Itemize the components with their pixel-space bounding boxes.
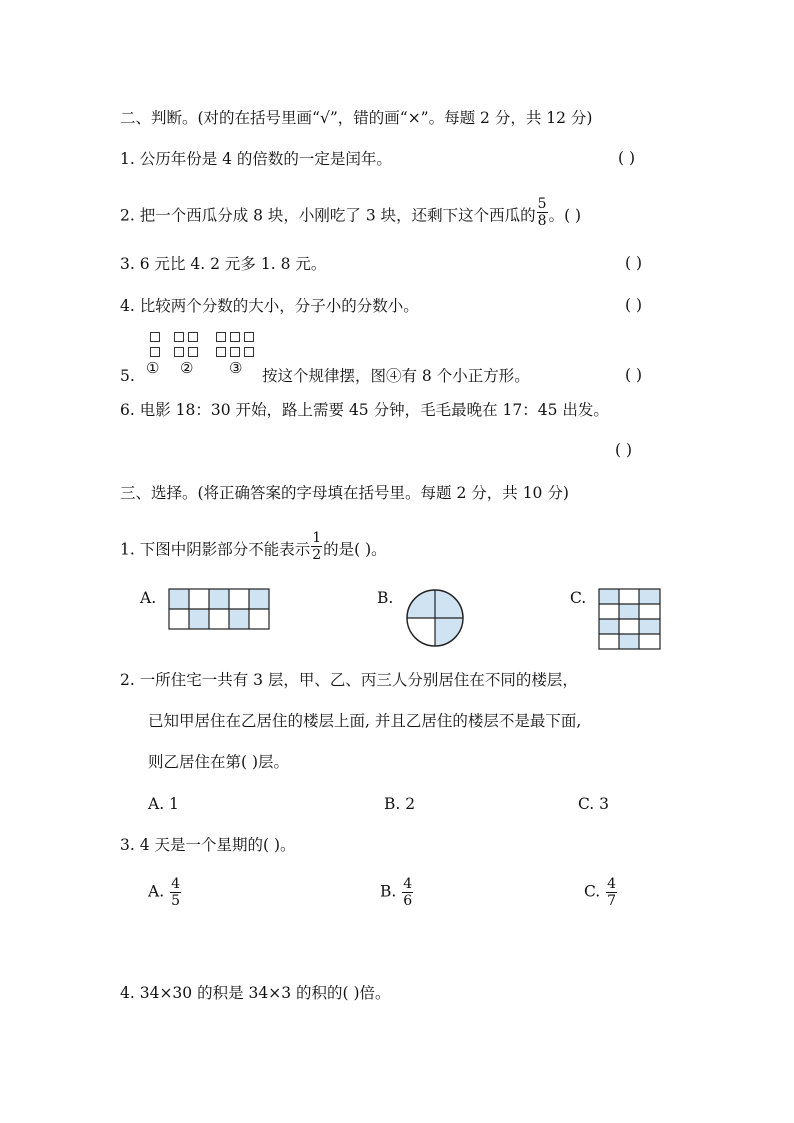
question-3-2-line1: 2. 一所住宅一共有 3 层，甲、乙、丙三人分别居住在不同的楼层， — [120, 671, 578, 689]
option-a-label: A. — [148, 882, 165, 901]
fraction-numerator: 5 — [537, 196, 547, 212]
section3-heading: 三、选择。(将正确答案的字母填在括号里。每题 2 分，共 10 分) — [120, 484, 569, 502]
fraction-denominator: 5 — [171, 893, 180, 909]
option-b-label: B. — [380, 882, 397, 901]
option-c — [584, 876, 618, 909]
small-square — [174, 332, 184, 342]
fraction-5-8 — [537, 196, 548, 229]
option-b-circle-figure — [404, 587, 466, 649]
figure-label-1: ① — [146, 359, 160, 377]
question-2-2-text-a: 2. 把一个西瓜分成 8 块，小刚吃了 3 块，还剩下这个西瓜的 — [120, 206, 536, 225]
question-2-5-text: 按这个规律摆，图④有 8 个小正方形。 — [262, 367, 530, 385]
option-a-grid-figure — [168, 588, 270, 630]
fraction-4-5 — [170, 876, 181, 909]
fraction-numerator: 4 — [403, 876, 413, 892]
section2-heading: 二、判断。(对的在括号里画“√”，错的画“×”。每题 2 分，共 12 分) — [120, 109, 593, 127]
fraction-denominator: 6 — [403, 893, 413, 909]
option-c-label: C. — [570, 589, 587, 607]
question-2-3: 3. 6 元比 4. 2 元多 1. 8 元。 — [120, 255, 327, 273]
fraction-numerator: 1 — [312, 530, 322, 546]
answer-paren-2-1[interactable]: ( ) — [618, 149, 636, 167]
fraction-denominator: 7 — [607, 893, 617, 909]
option-c: C. 3 — [578, 795, 610, 813]
question-3-2-line2: 已知甲居住在乙居住的楼层上面, 并且乙居住的楼层不是最下面, — [148, 712, 582, 730]
fraction-denominator: 8 — [537, 213, 547, 229]
question-2-6: 6. 电影 18：30 开始，路上需要 45 分钟，毛毛最晚在 17：45 出发。 — [120, 401, 609, 419]
small-square — [150, 332, 160, 342]
question-2-4: 4. 比较两个分数的大小，分子小的分数小。 — [120, 297, 419, 315]
small-square — [230, 347, 240, 357]
answer-paren-2-3[interactable]: ( ) — [625, 254, 643, 272]
fraction-numerator: 4 — [171, 876, 180, 892]
option-b — [380, 876, 414, 909]
option-c-label: C. — [584, 882, 601, 901]
small-square — [188, 332, 198, 342]
small-square — [216, 347, 226, 357]
small-square — [244, 347, 254, 357]
question-3-1-text-a: 1. 下图中阴影部分不能表示 — [120, 540, 311, 559]
question-2-5-number: 5. — [120, 367, 135, 385]
question-3-1 — [120, 530, 387, 567]
option-a-label: A. — [140, 589, 157, 607]
question-2-2-text-b: 。( ) — [548, 206, 582, 225]
option-a — [148, 876, 182, 909]
question-2-1: 1. 公历年份是 4 的倍数的一定是闰年。 — [120, 150, 392, 168]
figure-label-2: ② — [180, 359, 194, 377]
small-square — [216, 332, 226, 342]
question-3-3: 3. 4 天是一个星期的( )。 — [120, 836, 296, 854]
option-b-label: B. — [377, 589, 394, 607]
option-a: A. 1 — [148, 795, 179, 813]
option-c-grid-figure — [598, 588, 661, 650]
fraction-4-6 — [402, 876, 413, 909]
question-3-2-line3: 则乙居住在第( )层。 — [148, 753, 290, 771]
question-3-1-text-b: 的是( )。 — [323, 540, 387, 559]
answer-paren-2-4[interactable]: ( ) — [625, 296, 643, 314]
small-square — [230, 332, 240, 342]
answer-paren-2-6[interactable]: ( ) — [615, 441, 633, 459]
option-b: B. 2 — [384, 795, 416, 813]
fraction-numerator: 4 — [607, 876, 617, 892]
answer-paren-2-5[interactable]: ( ) — [625, 366, 643, 384]
question-3-4: 4. 34×30 的积是 34×3 的积的( )倍。 — [120, 984, 391, 1002]
figure-label-3: ③ — [229, 359, 243, 377]
small-square — [174, 347, 184, 357]
small-square — [188, 347, 198, 357]
fraction-1-2 — [311, 530, 322, 563]
fraction-4-7 — [606, 876, 617, 909]
small-square — [150, 347, 160, 357]
question-2-2 — [120, 196, 582, 233]
small-square — [244, 332, 254, 342]
fraction-denominator: 2 — [312, 547, 322, 563]
